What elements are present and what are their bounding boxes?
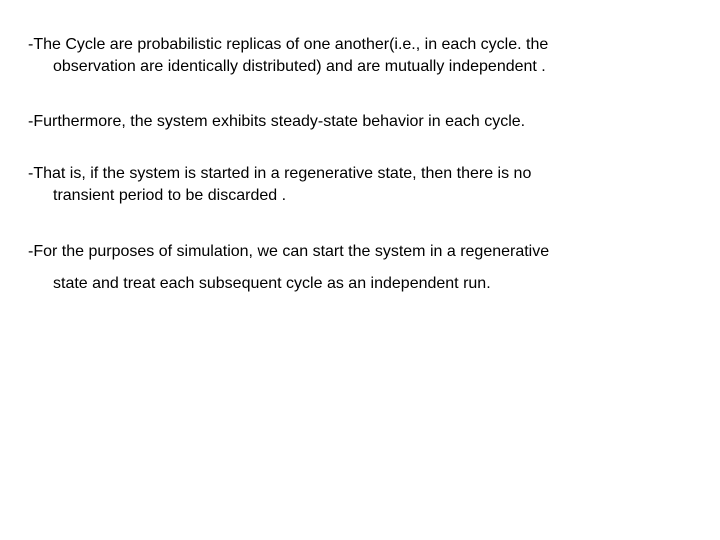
paragraph-line: -The Cycle are probabilistic replicas of one another(i.e., in each cycle. the bbox=[28, 36, 549, 53]
paragraph-line: -For the purposes of simulation, we can start the system in a regenerative bbox=[28, 243, 550, 260]
paragraph-cycle-replicas bbox=[28, 34, 708, 78]
paragraph-transient-period bbox=[28, 163, 708, 207]
paragraph-line: -Furthermore, the system exhibits steady-state behavior in each cycle. bbox=[28, 113, 526, 130]
paragraph-simulation-purposes bbox=[28, 236, 708, 300]
paragraph-continuation: observation are identically distributed) and are mutually independent . bbox=[53, 58, 546, 75]
paragraph-line: -That is, if the system is started in a regenerative state, then there is no bbox=[28, 165, 532, 182]
paragraph-continuation: transient period to be discarded . bbox=[53, 187, 287, 204]
paragraph-continuation: state and treat each subsequent cycle as an independent run. bbox=[53, 275, 491, 292]
paragraph-steady-state bbox=[28, 111, 708, 133]
